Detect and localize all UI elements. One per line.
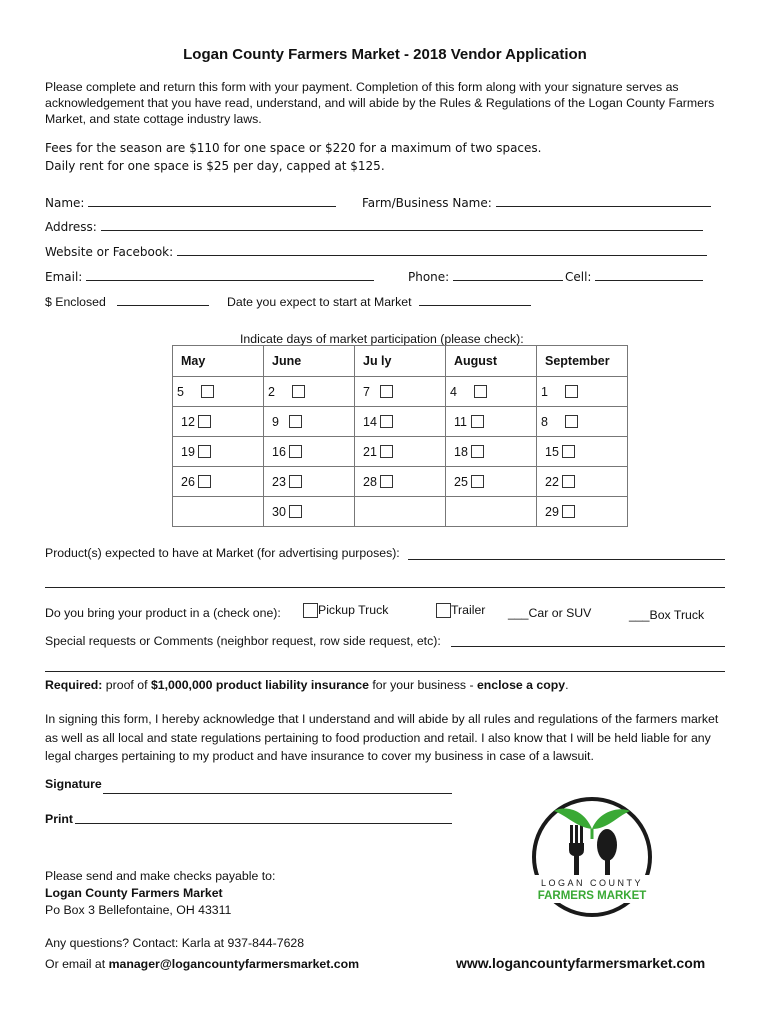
address-label: Address: — [45, 220, 97, 234]
required-note — [45, 678, 569, 692]
day-number: 16 — [272, 444, 286, 459]
day-number: 15 — [545, 444, 559, 459]
day-checkbox[interactable] — [471, 445, 484, 458]
day-number: 28 — [363, 474, 377, 489]
agreement-paragraph: In signing this form, I hereby acknowledge that I understand and will abide by all rules and regulations of the farmers market as well as all local and state regulations pertaining to food production and retail. I also know that I will be held liable for any legal charges pertaining to my product and have insurance to cover my business in case of a lawsuit. — [45, 712, 719, 763]
day-checkbox[interactable] — [565, 415, 578, 428]
name-label: Name: — [45, 196, 85, 210]
website-link[interactable]: www.logancountyfarmersmarket.com — [456, 955, 706, 971]
calendar-caption: Indicate days of market participation (please check): — [240, 332, 524, 346]
day-checkbox[interactable] — [562, 475, 575, 488]
trailer-option[interactable] — [436, 603, 485, 618]
day-number: 4 — [450, 384, 457, 399]
trailer-checkbox[interactable] — [436, 603, 451, 618]
vehicle-question: Do you bring your product in a (check one): — [45, 606, 281, 620]
day-checkbox[interactable] — [474, 385, 487, 398]
start-date-field[interactable] — [227, 293, 531, 309]
special-line-1[interactable] — [451, 646, 725, 647]
print-label: Print — [45, 812, 74, 826]
address-field[interactable] — [45, 218, 703, 234]
enclosed-field[interactable] — [45, 293, 209, 309]
day-number: 1 — [541, 384, 548, 399]
box-truck-option[interactable]: ___Box Truck — [629, 608, 705, 622]
day-number: 23 — [272, 474, 286, 489]
trailer-label: Trailer — [451, 603, 486, 617]
day-checkbox[interactable] — [198, 415, 211, 428]
pickup-checkbox[interactable] — [303, 603, 318, 618]
website-label: Website or Facebook: — [45, 245, 174, 259]
day-checkbox[interactable] — [380, 475, 393, 488]
market-days-table — [172, 345, 628, 527]
day-checkbox[interactable] — [380, 385, 393, 398]
day-checkbox[interactable] — [289, 475, 302, 488]
print-line[interactable] — [75, 823, 452, 824]
address-line[interactable] — [101, 218, 703, 231]
day-number: 2 — [268, 384, 275, 399]
farm-line[interactable] — [496, 194, 711, 207]
month-header: August — [446, 346, 537, 377]
day-checkbox[interactable] — [198, 475, 211, 488]
name-field[interactable] — [45, 194, 336, 210]
table-row — [173, 437, 628, 467]
day-checkbox[interactable] — [562, 505, 575, 518]
day-number: 5 — [177, 384, 184, 399]
pickup-option[interactable] — [303, 603, 388, 618]
enclose-copy: enclose a copy — [476, 678, 566, 692]
car-option[interactable]: ___Car or SUV — [508, 606, 592, 620]
products-line-1[interactable] — [408, 559, 725, 560]
day-number: 26 — [181, 474, 195, 489]
signature-label: Signature — [45, 777, 102, 791]
day-checkbox[interactable] — [292, 385, 305, 398]
special-requests-label: Special requests or Comments (neighbor request, row side request, etc): — [45, 634, 441, 648]
fees-line-2: Daily rent for one space is $25 per day, capped at $125. — [45, 159, 385, 173]
table-row — [173, 377, 628, 407]
page-title: Logan County Farmers Market - 2018 Vendor Application — [183, 46, 587, 63]
day-number: 19 — [181, 444, 195, 459]
day-number: 9 — [272, 414, 279, 429]
day-checkbox[interactable] — [289, 505, 302, 518]
contact-email-link[interactable]: manager@logancountyfarmersmarket.com — [108, 957, 360, 971]
contact-questions: Any questions? Contact: Karla at 937-844-7628 — [45, 936, 305, 950]
products-line-2[interactable] — [45, 587, 725, 588]
farm-field[interactable] — [362, 194, 711, 210]
enclosed-line[interactable] — [117, 293, 209, 306]
products-label: Product(s) expected to have at Market (for advertising purposes): — [45, 546, 400, 560]
month-header: May — [173, 346, 264, 377]
day-checkbox[interactable] — [380, 445, 393, 458]
org-name: Logan County Farmers Market — [45, 886, 223, 900]
required-text: proof of — [102, 678, 151, 692]
phone-line[interactable] — [453, 268, 563, 281]
phone-field[interactable] — [408, 268, 563, 284]
market-logo — [530, 795, 654, 919]
start-date-line[interactable] — [419, 293, 531, 306]
name-line[interactable] — [88, 194, 336, 207]
phone-label: Phone: — [408, 270, 450, 284]
day-checkbox[interactable] — [201, 385, 214, 398]
website-line[interactable] — [177, 243, 707, 256]
table-row — [173, 407, 628, 437]
day-checkbox[interactable] — [289, 445, 302, 458]
day-checkbox[interactable] — [471, 475, 484, 488]
day-checkbox[interactable] — [198, 445, 211, 458]
day-number: 14 — [363, 414, 377, 429]
contact-email-line — [45, 957, 359, 971]
day-checkbox[interactable] — [289, 415, 302, 428]
email-line[interactable] — [86, 268, 374, 281]
send-instructions: Please send and make checks payable to: — [45, 869, 276, 883]
intro-paragraph: Please complete and return this form with your payment. Completion of this form along with your signature serves as acknowledgement that you have read, understand, and will abide by the Rules & Regulations of the Logan County Farmers Market, and state cottage industry laws. — [45, 80, 715, 126]
logo-line-2: FARMERS MARKET — [537, 890, 647, 902]
cell-field[interactable] — [565, 268, 703, 284]
day-number: 7 — [363, 384, 370, 399]
day-number: 21 — [363, 444, 377, 459]
logo-line-1: LOGAN COUNTY — [540, 878, 644, 888]
month-header: September — [537, 346, 628, 377]
day-number: 29 — [545, 504, 559, 519]
insurance-amount: $1,000,000 product liability insurance — [150, 678, 369, 692]
required-label: Required: — [45, 678, 103, 692]
pickup-label: Pickup Truck — [318, 603, 389, 617]
email-prefix: Or email at — [45, 957, 109, 971]
website-field[interactable] — [45, 243, 707, 259]
table-row — [173, 467, 628, 497]
mailing-address: Po Box 3 Bellefontaine, OH 43311 — [45, 903, 232, 917]
special-line-2[interactable] — [45, 671, 725, 672]
day-number: 18 — [454, 444, 468, 459]
required-text: . — [565, 678, 569, 692]
day-number: 12 — [181, 414, 195, 429]
email-field[interactable] — [45, 268, 374, 284]
table-row — [173, 497, 628, 527]
start-date-label: Date you expect to start at Market — [227, 295, 412, 309]
day-number: 8 — [541, 414, 548, 429]
farm-label: Farm/Business Name: — [362, 196, 492, 210]
month-header: Ju ly — [355, 346, 446, 377]
cell-line[interactable] — [595, 268, 703, 281]
day-number: 25 — [454, 474, 468, 489]
required-text: for your business - — [368, 678, 477, 692]
day-checkbox[interactable] — [565, 385, 578, 398]
fees-line-1: Fees for the season are $110 for one space or $220 for a maximum of two spaces. — [45, 141, 542, 155]
day-number: 11 — [454, 414, 467, 429]
enclosed-label: $ Enclosed — [45, 295, 106, 309]
signature-line[interactable] — [103, 793, 452, 794]
day-number: 30 — [272, 504, 286, 519]
day-checkbox[interactable] — [562, 445, 575, 458]
email-label: Email: — [45, 270, 83, 284]
month-header: June — [264, 346, 355, 377]
day-number: 22 — [545, 474, 559, 489]
day-checkbox[interactable] — [471, 415, 484, 428]
day-checkbox[interactable] — [380, 415, 393, 428]
cell-label: Cell: — [565, 270, 592, 284]
